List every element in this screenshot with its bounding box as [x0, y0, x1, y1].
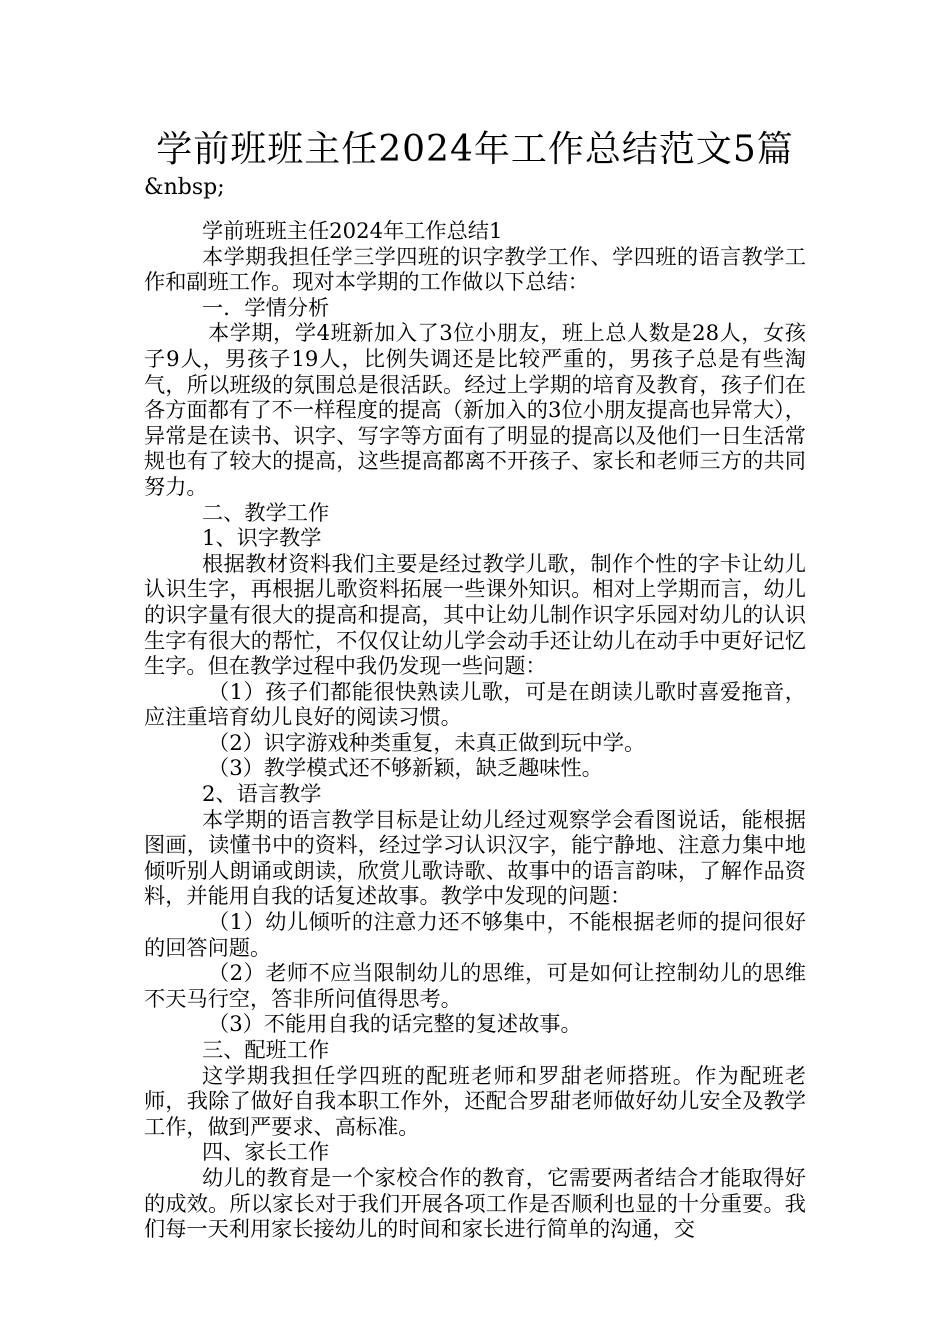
paragraph: 本学期，学4班新加入了3位小朋友，班上总人数是28人，女孩子9人，男孩子19人，比例失调还是比较严重的，男孩子总是有些淘气，所以班级的氛围总是很活跃。经过上学期的培育及教育，孩子们在各方面都有了不一样程度的提高（新加入的3位小朋友提高也异常大），异常是在读书、识字、写字等方面有了明显的提高以及他们一日生活常规也有了较大的提高，这些提高都离不开孩子、家长和老师三方的共同努力。 [144, 320, 806, 499]
paragraph: 学前班班主任2024年工作总结1 [202, 218, 503, 243]
paragraph: 三、配班工作 [202, 1037, 330, 1062]
paragraph: （3）教学模式还不够新颖，缺乏趣味性。 [208, 755, 603, 781]
paragraph: （2）老师不应当限制幼儿的思维，可是如何让控制幼儿的思维不天马行空，答非所问值得思考。 [144, 960, 806, 1011]
paragraph: 本学期的语言教学目标是让幼儿经过观察学会看图说话，能根据图画，读懂书中的资料，经过学习认识汉字，能宁静地、注意力集中地倾听别人朗诵或朗读，欣赏儿歌诗歌、故事中的语言韵味，了解作品资料，并能用自我的话复述故事。教学中发现的问题： [144, 806, 806, 909]
paragraph: 四、家长工作 [202, 1139, 330, 1165]
paragraph: 1、识字教学 [202, 525, 322, 551]
paragraph: 根据教材资料我们主要是经过教学儿歌，制作个性的字卡让幼儿认识生字，再根据儿歌资料拓展一些课外知识。相对上学期而言，幼儿的识字量有很大的提高和提高，其中让幼儿制作识字乐园对幼儿的认识生字有很大的帮忙，不仅仅让幼儿学会动手还让幼儿在动手中更好记忆生字。但在教学过程中我仍发现一些问题： [144, 550, 806, 679]
paragraph: 幼儿的教育是一个家校合作的教育，它需要两者结合才能取得好的成效。所以家长对于我们开展各项工作是否顺利也显的十分重要。我们每一天利用家长接幼儿的时间和家长进行简单的沟通，交 [144, 1164, 806, 1242]
paragraph: 一．学情分析 [202, 294, 330, 320]
stray-nbsp-text: &nbsp; [144, 175, 225, 200]
paragraph: 这学期我担任学四班的配班老师和罗甜老师搭班。作为配班老师，我除了做好自我本职工作外，还配合罗甜老师做好幼儿安全及教学工作，做到严要求、高标准。 [144, 1062, 806, 1139]
document-title: 学前班班主任2024年工作总结范文5篇 [156, 129, 794, 170]
paragraph: 2、语言教学 [202, 781, 322, 807]
paragraph: （1）孩子们都能很快熟读儿歌，可是在朗读儿歌时喜爱拖音，应注重培育幼儿良好的阅读习惯。 [144, 678, 806, 730]
paragraph: （3）不能用自我的话完整的复述故事。 [208, 1011, 582, 1037]
paragraph: （2）识字游戏种类重复，未真正做到玩中学。 [208, 729, 646, 755]
paragraph: （1）幼儿倾听的注意力还不够集中，不能根据老师的提问很好的回答问题。 [144, 909, 806, 960]
document-body [144, 218, 806, 1242]
paragraph: 二、教学工作 [202, 499, 330, 525]
paragraph: 本学期我担任学三学四班的识字教学工作、学四班的语言教学工作和副班工作。现对本学期的工作做以下总结： [144, 243, 806, 295]
